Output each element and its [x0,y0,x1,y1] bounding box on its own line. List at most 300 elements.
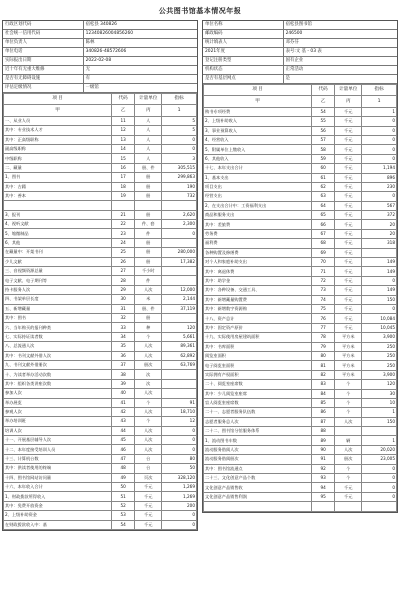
cell-unit: 个 [335,464,362,473]
sub-item: 甲 [4,105,112,116]
cell-unit: 平方米 [335,370,362,379]
cell-unit: 册 [135,210,162,219]
cell-unit: 件 [135,229,162,238]
cell-code: 30 [112,295,135,304]
cell-unit: 千元 [335,276,362,285]
table-row [4,454,197,463]
cell-code: 40 [112,389,135,398]
col-code: 代码 [112,94,135,105]
table-row [4,464,197,473]
cell-item: 其中：助学金 [204,276,312,285]
cell-value: 0 [162,229,197,238]
cell-unit: 千元 [335,314,362,323]
cell-value: 732 [162,191,197,200]
cell-item: 少儿文献 [4,257,112,266]
cell-code: 64 [312,201,335,210]
cell-item: 实际拥有产权面积 [204,370,312,379]
cell-value: 250 [362,342,397,351]
cell-item: 其中：正高级职称 [4,135,112,144]
cell-item: 十一、开展基层辅导人次 [4,436,112,445]
cell-item: 文化创意产品销售利润 [204,492,312,501]
cell-unit: 千元 [335,239,362,248]
cell-value: 0 [362,304,397,313]
cell-unit: 个 [335,398,362,407]
cell-unit: 种 [135,323,162,332]
cell-unit: 册 [135,313,162,322]
table-row [4,116,197,125]
cell-item: 其中：书库面积 [204,342,312,351]
cell-item: 六、当年购买的报刊种类 [4,323,112,332]
cell-value: 0 [362,492,397,501]
table-row [204,380,397,389]
cell-item: 培训人次 [4,426,112,435]
cell-value: 63,769 [162,360,197,369]
table-row [204,436,397,445]
cell-item: 二十三、文化创意产品个数 [204,474,312,483]
cell-item: 十四、图书馆网站访问量 [4,473,112,482]
cell-item: 流动服务借阅人次 [204,445,312,454]
cell-value: 149 [362,286,397,295]
cell-item: 3、事业预算收入 [204,126,312,135]
cell-code: 75 [312,304,335,313]
cell-code: 82 [312,370,335,379]
table-row [204,333,397,342]
header-label: 统计填表人 [203,39,284,47]
cell-code: 45 [112,436,135,445]
cell-unit: 人次 [135,407,162,416]
cell-item: 其中：图书 [4,313,112,322]
cell-unit: 千元 [335,135,362,144]
table-row [204,107,397,116]
cell-code: 11 [112,116,135,125]
cell-code: 73 [312,286,335,295]
cell-value: 0 [362,145,397,154]
cell-unit: 千元 [335,267,362,276]
cell-item: 1、图书 [4,173,112,182]
cell-item: 阅览室面积 [204,351,312,360]
col-value: 指标 [362,85,397,96]
table-row [4,379,197,388]
cell-code: 12 [112,126,135,135]
cell-item: 4、经营收入 [204,135,312,144]
cell-code: 24 [112,238,135,247]
cell-value: 120 [162,323,197,332]
table-row [204,314,397,323]
cell-code: 17 [112,173,135,182]
cell-code: 77 [312,323,335,332]
header-label: 单位名称 [203,21,284,29]
cell-item: 1、财政拨款所得收入 [4,492,112,501]
table-row [4,511,197,520]
table-row [4,295,197,304]
table-row [204,267,397,276]
cell-item: 1、流动图书车数 [204,436,312,445]
cell-unit: 千元 [335,192,362,201]
cell-code: 31 [112,304,135,313]
left-table-body [4,116,197,529]
cell-item: 对个人和家庭补助支出 [204,258,312,267]
cell-code: 26 [112,257,135,266]
cell-code: 93 [312,474,335,483]
header-value: 宿松县 340826 [85,22,117,27]
col-code: 代码 [312,85,335,96]
table-row [204,286,397,295]
cell-value [162,370,197,379]
table-row [204,145,397,154]
cell-value: 0 [162,520,197,529]
cell-code: 58 [312,145,335,154]
cell-value: 0 [162,445,197,454]
cell-item: 其中：离退休费 [204,267,312,276]
cell-item [204,502,312,511]
cell-code: 72 [312,276,335,285]
cell-value: 5 [162,126,197,135]
cell-code: 38 [112,370,135,379]
cell-value: 3,900 [362,370,397,379]
col-value: 指标 [162,94,197,105]
cell-unit: 千元 [135,492,162,501]
document-title: 公共图书馆基本情况年报 [158,7,242,15]
cell-value: 12,000 [162,285,197,294]
cell-value: 305,515 [162,163,197,172]
cell-code: 81 [312,361,335,370]
cell-code: 54 [112,520,135,529]
cell-value: 1 [362,107,397,116]
right-header-row [203,75,397,84]
cell-value: 0 [362,126,397,135]
cell-unit: 册 [135,238,162,247]
cell-code: 89 [312,436,335,445]
table-row [4,445,197,454]
header-label: 2021年度 [203,48,284,56]
cell-item: 在财政拨款收入中：基 [4,520,112,529]
cell-code: 51 [112,492,135,501]
cell-value [162,267,197,276]
cell-unit: 千元 [335,295,362,304]
cell-unit: 平方米 [335,351,362,360]
cell-item: 电子文献、电子期刊等 [4,276,112,285]
table-row [4,501,197,510]
table-row [204,417,397,426]
table-row [204,182,397,191]
cell-unit: 个 [335,408,362,417]
sub-code: 乙 [112,105,135,116]
cell-value: 0 [162,436,197,445]
cell-code: 19 [112,191,135,200]
cell-unit: 千元 [335,323,362,332]
cell-value: 896 [362,173,397,182]
table-row [4,313,197,322]
cell-unit: 人 [135,116,162,125]
cell-code: 90 [312,445,335,454]
cell-item: 九、书刊文献外借册次 [4,360,112,369]
cell-item: 二、藏量 [4,163,112,172]
cell-item: 举办培训班 [4,417,112,426]
header-label: 实际报出日期 [3,57,84,65]
sub-value: 1 [362,96,397,107]
table-row [4,360,197,369]
cell-value: 150 [362,295,397,304]
cell-item: 其中：新增数字资源购 [204,304,312,313]
cell-value: 20 [362,220,397,229]
cell-item: 福利费 [204,239,312,248]
cell-value [362,248,397,257]
right-header-row [203,30,397,39]
cell-value: 1 [362,436,397,445]
table-row [204,351,397,360]
cell-code: 22 [112,220,135,229]
cell-code: 68 [312,239,335,248]
cell-value: 37,119 [162,304,197,313]
cell-item: 副高级职称 [4,144,112,153]
cell-value: 3 [162,154,197,163]
table-row [204,342,397,351]
cell-unit: 米 [135,295,162,304]
cell-value: 250 [362,361,397,370]
table-row [4,191,197,200]
cell-unit: 个 [335,380,362,389]
cell-unit: 册、件 [135,304,162,313]
header-label: 是否有无障碍设施 [3,75,84,83]
cell-item: 五、新增藏量 [4,304,112,313]
left-table-subheader [4,105,197,116]
sub-value: 1 [162,105,197,116]
cell-value [162,389,197,398]
cell-unit: 次 [135,370,162,379]
cell-unit: 人 [135,126,162,135]
table-row [204,304,397,313]
cell-item: 二十、阅览室座席数 [204,380,312,389]
cell-value: 150 [362,417,397,426]
table-row [4,520,197,529]
cell-code: 62 [312,182,335,191]
cell-value [362,427,397,436]
cell-value: 299,863 [162,173,197,182]
cell-unit: 个 [135,398,162,407]
cell-item: 十七、本年支出合计 [204,164,312,173]
cell-value: 89,361 [162,342,197,351]
cell-item: 3、报刊 [4,210,112,219]
cell-value: 10,045 [362,323,397,332]
cell-value: 149 [362,258,397,267]
cell-unit: 个 [335,474,362,483]
cell-unit: 件 [135,276,162,285]
table-row [4,389,197,398]
cell-unit: 平方米 [335,333,362,342]
cell-unit: 人次 [335,445,362,454]
cell-value: 50 [162,464,197,473]
cell-value: 30 [362,389,397,398]
cell-code: 25 [112,248,135,257]
left-header-row [3,48,197,57]
cell-code: 76 [312,314,335,323]
cell-unit: 人次 [135,436,162,445]
cell-code: 28 [112,276,135,285]
cell-value [162,238,197,247]
cell-code: 29 [112,285,135,294]
table-row [204,164,397,173]
cell-code: 42 [112,407,135,416]
cell-value: 3,900 [362,333,397,342]
cell-item: 劳务费 [204,229,312,238]
cell-code: 60 [312,164,335,173]
table-row [4,407,197,416]
cell-unit: 千元 [335,154,362,163]
cell-value: 18,710 [162,407,197,416]
cell-code: 37 [112,360,135,369]
cell-unit: 册 [135,257,162,266]
left-panel [2,20,198,531]
table-row [4,285,197,294]
table-row [4,144,197,153]
table-row [204,408,397,417]
cell-value: 318 [362,239,397,248]
cell-code: 59 [312,154,335,163]
cell-item: 项目支出 [204,182,312,191]
cell-value [162,313,197,322]
cell-item: 其中：新增藏量购置费 [204,295,312,304]
table-row [204,398,397,407]
cell-item: 商品和服务支出 [204,211,312,220]
cell-value: 0 [362,135,397,144]
cell-item: 十、为读者举办活动次数 [4,370,112,379]
col-item: 项 目 [4,94,112,105]
cell-code: 50 [112,483,135,492]
cell-value: 0 [362,117,397,126]
cell-value: 1,194 [362,164,397,173]
cell-item: 其中：固定资产原价 [204,323,312,332]
cell-unit: 千元 [335,286,362,295]
cell-item: 6、其他 [4,238,112,247]
cell-item: 十三、计算机台数 [4,454,112,463]
table-row [4,201,197,210]
cell-code: 16 [112,163,135,172]
cell-code: 86 [312,408,335,417]
cell-code: 80 [312,351,335,360]
cell-unit: 千元 [335,248,362,257]
cell-item: 其中：善本 [4,191,112,200]
cell-value: 0 [162,511,197,520]
cell-code: 56 [312,126,335,135]
cell-unit: 辆 [335,436,362,445]
cell-code: 67 [312,229,335,238]
cell-code: 70 [312,258,335,267]
cell-code: 71 [312,267,335,276]
cell-code: 87 [312,417,335,426]
table-row [4,483,197,492]
cell-code: 46 [112,445,135,454]
cell-unit: 千元 [335,117,362,126]
cell-unit: 千元 [335,126,362,135]
cell-item: 2、在支出合计中：工资福利支出 [204,201,312,210]
cell-unit: 平方米 [335,342,362,351]
cell-unit: 千元 [335,173,362,182]
cell-unit [335,427,362,436]
cell-value: 372 [362,211,397,220]
cell-item: 流动服务借阅册次 [204,455,312,464]
right-table-subheader [204,96,397,107]
cell-unit: 千元 [335,182,362,191]
cell-code: 84 [312,389,335,398]
cell-unit: 千元 [335,492,362,501]
cell-unit: 千元 [335,201,362,210]
cell-unit: 千元 [335,107,362,116]
table-row [204,229,397,238]
cell-item: 十二、本年度接受培训人员 [4,445,112,454]
table-row [4,436,197,445]
header-label: 社会统一信用代码 [3,30,84,38]
cell-item: 其中：供读者使用的终端 [4,464,112,473]
cell-unit: 册 [135,182,162,191]
table-row [4,210,197,219]
cell-item: 十八、资产总计 [204,314,312,323]
cell-unit: 台 [135,464,162,473]
cell-value [362,502,397,511]
cell-value: 10 [362,398,397,407]
cell-code: 36 [112,351,135,360]
table-row [204,239,397,248]
sub-item: 甲 [204,96,312,107]
cell-value: 0 [362,192,397,201]
header-value: 是 [285,76,290,81]
header-value: 一级馆 [85,85,99,90]
cell-item: 十六、本年收入合计 [4,483,112,492]
left-table-header [4,94,197,105]
cell-code: 13 [112,135,135,144]
table-row [4,267,197,276]
table-row [4,473,197,482]
table-row [204,427,397,436]
cell-unit: 次 [135,379,162,388]
right-header-row [203,66,397,75]
cell-item: 中级职称 [4,154,112,163]
cell-value: 2,620 [162,210,197,219]
table-row [4,135,197,144]
cell-unit: 个 [135,417,162,426]
cell-code: 49 [112,473,135,482]
table-row [204,492,397,501]
cell-item: 参观人次 [4,407,112,416]
table-row [204,323,397,332]
table-row [204,474,397,483]
cell-item: 其中：古籍 [4,182,112,191]
right-header-row [203,21,397,30]
cell-code: 44 [112,426,135,435]
cell-code: 52 [112,501,135,510]
cell-code: 65 [312,211,335,220]
cell-code: 15 [112,154,135,163]
table-row [4,126,197,135]
table-row [4,173,197,182]
cell-value: 149 [362,267,397,276]
cell-unit: 千元 [135,483,162,492]
cell-unit: 千元 [335,211,362,220]
cell-unit: 千元 [335,164,362,173]
sub-code: 乙 [312,96,335,107]
cell-value: 1,269 [162,483,197,492]
table-row [204,117,397,126]
cell-value: 80 [162,454,197,463]
cell-item: 二十一、志愿者服务队伍数 [204,408,312,417]
cell-item: 其中：书刊文献外借人次 [4,351,112,360]
cell-code: 66 [312,220,335,229]
table-row [204,464,397,473]
cell-value: 1 [362,408,397,417]
table-row [4,323,197,332]
cell-value: 0 [362,464,397,473]
col-item: 项 目 [204,85,312,96]
cell-value: 5 [162,116,197,125]
